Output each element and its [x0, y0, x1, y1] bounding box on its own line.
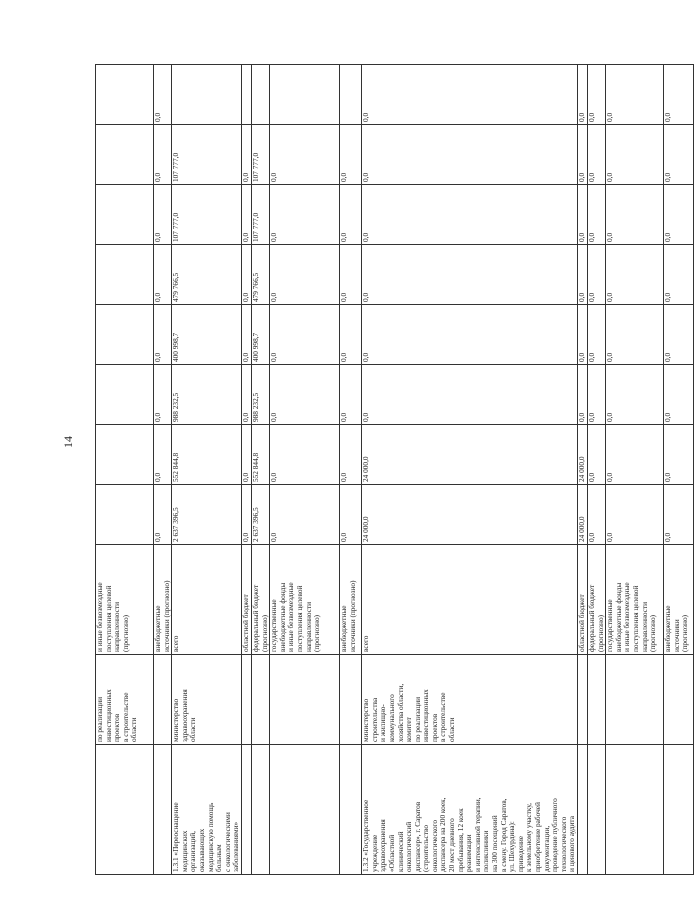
table-row	[241, 65, 251, 875]
amount-cell-text: 0,0	[153, 352, 162, 362]
amount-cell	[606, 485, 664, 545]
amount-cell	[241, 245, 251, 305]
activity-name-cell-text: 1.3.1 «Переоснащение медицинских организаций, оказывающих медицинскую помощь больным с онкологическими заболеваниями»	[171, 802, 241, 872]
amount-cell	[251, 365, 269, 425]
funding-source-cell	[154, 545, 172, 655]
amount-cell-text: 0,0	[576, 412, 586, 422]
table-row	[96, 65, 154, 875]
amount-cell-text: 0,0	[663, 352, 673, 362]
amount-cell	[362, 365, 578, 425]
amount-cell	[172, 485, 242, 545]
amount-cell	[154, 365, 172, 425]
amount-cell-text: 0,0	[605, 232, 615, 242]
amount-cell	[340, 245, 362, 305]
amount-cell	[606, 425, 664, 485]
amount-cell	[172, 125, 242, 185]
amount-cell	[241, 425, 251, 485]
amount-cell	[606, 245, 664, 305]
funding-source-cell	[362, 545, 578, 655]
amount-cell	[664, 245, 694, 305]
amount-cell-text: 0,0	[240, 232, 250, 242]
executor-cell	[606, 655, 664, 745]
executor-cell	[664, 655, 694, 745]
amount-cell-text: 0,0	[605, 292, 615, 302]
amount-cell-text: 0,0	[339, 292, 349, 302]
amount-cell	[340, 305, 362, 365]
amount-cell-text: 0,0	[605, 472, 615, 482]
amount-cell-text: 0,0	[153, 112, 162, 122]
executor-cell	[587, 655, 605, 745]
amount-cell	[172, 65, 242, 125]
amount-cell-text: 0,0	[663, 232, 673, 242]
amount-cell	[587, 485, 605, 545]
amount-cell	[96, 425, 154, 485]
amount-cell-text: 0,0	[576, 172, 586, 182]
amount-cell	[154, 485, 172, 545]
rotated-table-wrapper	[95, 65, 690, 875]
amount-cell-text: 0,0	[586, 352, 596, 362]
amount-cell-text: 0,0	[153, 292, 162, 302]
amount-cell	[251, 305, 269, 365]
executor-cell	[172, 655, 242, 745]
amount-cell	[270, 365, 340, 425]
amount-cell	[587, 125, 605, 185]
activity-name-cell	[241, 745, 251, 875]
amount-cell-text: 24 000,0	[576, 516, 586, 542]
amount-cell	[664, 425, 694, 485]
funding-source-cell-text: внебюджетные источники (прогнозно)	[663, 605, 690, 652]
amount-cell	[241, 365, 251, 425]
amount-cell	[664, 305, 694, 365]
table-row	[251, 65, 269, 875]
amount-cell	[664, 185, 694, 245]
amount-cell	[154, 245, 172, 305]
funding-source-cell	[251, 545, 269, 655]
amount-cell	[664, 485, 694, 545]
executor-cell-text: министерство строительства и жилищно- коммунального хозяйства области, комитет по реализации инвестиционных проектов в строительстве области	[361, 683, 457, 742]
amount-cell	[362, 65, 578, 125]
amount-cell-text: 0,0	[153, 412, 162, 422]
table-body	[96, 65, 694, 875]
amount-cell-text: 552 844,8	[171, 452, 181, 482]
amount-cell	[606, 125, 664, 185]
amount-cell-text: 479 766,5	[250, 272, 260, 302]
activity-name-cell	[587, 745, 605, 875]
funding-source-cell-text: федеральный бюджет (прогнозно)	[250, 584, 269, 652]
table-row	[362, 65, 578, 875]
amount-cell	[251, 245, 269, 305]
funding-source-cell-text: внебюджетные источники (прогнозно)	[153, 580, 171, 652]
amount-cell-text: 0,0	[153, 472, 162, 482]
amount-cell	[270, 65, 340, 125]
amount-cell	[340, 185, 362, 245]
funding-table	[95, 64, 694, 875]
amount-cell	[251, 125, 269, 185]
table-row	[587, 65, 605, 875]
amount-cell	[96, 65, 154, 125]
amount-cell	[154, 425, 172, 485]
amount-cell-text: 0,0	[605, 172, 615, 182]
amount-cell	[241, 125, 251, 185]
amount-cell-text: 0,0	[361, 412, 371, 422]
amount-cell	[251, 425, 269, 485]
amount-cell-text: 0,0	[586, 532, 596, 542]
executor-cell	[340, 655, 362, 745]
amount-cell-text: 0,0	[663, 172, 673, 182]
executor-cell	[241, 655, 251, 745]
amount-cell	[96, 245, 154, 305]
amount-cell	[362, 485, 578, 545]
amount-cell	[606, 65, 664, 125]
funding-source-cell-text: государственные внебюджетные фонды и иные безвозмездные поступления целевой направленности (прогнозно)	[269, 582, 322, 652]
amount-cell	[96, 305, 154, 365]
table-row	[340, 65, 362, 875]
activity-name-cell	[606, 745, 664, 875]
activity-name-cell-text: 1.3.2 «Государственное учреждение здравоохранения «Областной клинический онкологический диспансер», г. Саратов (строительство онкологического диспансера на 200 коек, 20 мест дневного пребывания, 12 коек реанимации и интенсивной терапии, поликлиники на 300 посещений в смену. Город Саратов, ул. Шехурдина): приведение к земельному участку, приобретение рабочей документации, проведение публичного технологического и ценового аудита	[361, 797, 577, 872]
amount-cell-text: 988 232,5	[250, 392, 260, 422]
executor-cell	[251, 655, 269, 745]
amount-cell	[664, 125, 694, 185]
funding-source-cell	[577, 545, 587, 655]
funding-source-cell-text: всего	[361, 635, 371, 652]
amount-cell-text: 2 637 396,5	[250, 507, 260, 542]
amount-cell-text: 400 998,7	[250, 332, 260, 362]
funding-source-cell-text: федеральный бюджет (прогнозно)	[586, 584, 605, 652]
activity-name-cell	[154, 745, 172, 875]
amount-cell	[270, 425, 340, 485]
funding-source-cell-text: областной бюджет	[576, 594, 586, 652]
amount-cell-text: 0,0	[586, 292, 596, 302]
funding-source-cell	[241, 545, 251, 655]
funding-source-cell	[606, 545, 664, 655]
amount-cell-text: 2 637 396,5	[171, 507, 181, 542]
amount-cell	[251, 185, 269, 245]
amount-cell-text: 0,0	[605, 352, 615, 362]
amount-cell	[664, 65, 694, 125]
table-row	[154, 65, 172, 875]
amount-cell	[154, 185, 172, 245]
amount-cell	[270, 245, 340, 305]
activity-name-cell	[664, 745, 694, 875]
funding-source-cell	[587, 545, 605, 655]
amount-cell	[340, 485, 362, 545]
executor-cell	[362, 655, 578, 745]
amount-cell-text: 107 777,0	[250, 152, 260, 182]
amount-cell-text: 0,0	[269, 412, 279, 422]
amount-cell	[241, 485, 251, 545]
amount-cell	[664, 365, 694, 425]
table-row	[664, 65, 694, 875]
amount-cell-text: 988 232,5	[171, 392, 181, 422]
table-row	[577, 65, 587, 875]
amount-cell-text: 0,0	[339, 532, 349, 542]
amount-cell-text: 0,0	[240, 532, 250, 542]
amount-cell-text: 552 844,8	[250, 452, 260, 482]
amount-cell-text: 0,0	[269, 172, 279, 182]
table-row	[270, 65, 340, 875]
amount-cell-text: 107 777,0	[171, 212, 181, 242]
table-row	[172, 65, 242, 875]
amount-cell-text: 0,0	[576, 292, 586, 302]
amount-cell	[251, 485, 269, 545]
amount-cell-text: 0,0	[586, 112, 596, 122]
amount-cell-text: 0,0	[240, 172, 250, 182]
funding-source-cell-text: и иные безвозмездные поступления целевой направленности (прогнозно)	[95, 582, 130, 652]
amount-cell	[577, 365, 587, 425]
amount-cell	[270, 185, 340, 245]
amount-cell	[362, 185, 578, 245]
amount-cell-text: 0,0	[269, 352, 279, 362]
amount-cell-text: 0,0	[663, 292, 673, 302]
amount-cell-text: 0,0	[240, 292, 250, 302]
executor-cell	[96, 655, 154, 745]
activity-name-cell	[270, 745, 340, 875]
amount-cell-text: 0,0	[576, 352, 586, 362]
activity-name-cell	[251, 745, 269, 875]
executor-cell-text: министерство здравоохранения области	[171, 689, 198, 742]
amount-cell	[172, 365, 242, 425]
amount-cell	[172, 245, 242, 305]
amount-cell-text: 0,0	[586, 172, 596, 182]
amount-cell-text: 0,0	[269, 472, 279, 482]
amount-cell-text: 0,0	[605, 112, 615, 122]
amount-cell-text: 0,0	[269, 292, 279, 302]
executor-cell-text: по реализации инвестиционных проектов в строительстве области	[95, 689, 139, 742]
amount-cell	[251, 65, 269, 125]
amount-cell-text: 0,0	[605, 412, 615, 422]
amount-cell	[172, 425, 242, 485]
amount-cell	[606, 365, 664, 425]
amount-cell	[340, 425, 362, 485]
amount-cell	[587, 305, 605, 365]
amount-cell	[340, 365, 362, 425]
funding-source-cell	[340, 545, 362, 655]
amount-cell	[270, 485, 340, 545]
amount-cell	[362, 245, 578, 305]
amount-cell-text: 0,0	[240, 412, 250, 422]
funding-source-cell	[172, 545, 242, 655]
amount-cell-text: 0,0	[605, 532, 615, 542]
amount-cell	[577, 305, 587, 365]
amount-cell	[241, 305, 251, 365]
funding-source-cell-text: государственные внебюджетные фонды и иные безвозмездные поступления целевой направленности (прогнозно)	[605, 582, 658, 652]
amount-cell	[577, 425, 587, 485]
amount-cell	[587, 425, 605, 485]
amount-cell-text: 0,0	[361, 352, 371, 362]
funding-source-cell	[270, 545, 340, 655]
executor-cell	[270, 655, 340, 745]
amount-cell-text: 24 000,0	[361, 516, 371, 542]
amount-cell-text: 0,0	[361, 112, 371, 122]
amount-cell-text: 0,0	[240, 472, 250, 482]
amount-cell	[577, 485, 587, 545]
activity-name-cell	[172, 745, 242, 875]
funding-source-cell	[664, 545, 694, 655]
activity-name-cell	[96, 745, 154, 875]
amount-cell-text: 0,0	[663, 412, 673, 422]
amount-cell-text: 107 777,0	[171, 152, 181, 182]
funding-source-cell-text: областной бюджет	[240, 594, 250, 652]
amount-cell	[577, 65, 587, 125]
amount-cell	[340, 65, 362, 125]
amount-cell-text: 0,0	[586, 232, 596, 242]
amount-cell	[96, 485, 154, 545]
amount-cell	[241, 65, 251, 125]
amount-cell-text: 0,0	[339, 232, 349, 242]
amount-cell	[362, 305, 578, 365]
amount-cell-text: 0,0	[361, 232, 371, 242]
amount-cell	[587, 245, 605, 305]
amount-cell-text: 0,0	[153, 232, 162, 242]
amount-cell-text: 400 998,7	[171, 332, 181, 362]
amount-cell	[241, 185, 251, 245]
amount-cell-text: 0,0	[269, 532, 279, 542]
amount-cell-text: 24 000,0	[361, 456, 371, 482]
amount-cell-text: 0,0	[576, 112, 586, 122]
amount-cell	[270, 305, 340, 365]
table-row	[606, 65, 664, 875]
amount-cell-text: 0,0	[339, 352, 349, 362]
executor-cell	[154, 655, 172, 745]
amount-cell-text: 0,0	[361, 292, 371, 302]
amount-cell-text: 0,0	[269, 232, 279, 242]
amount-cell-text: 0,0	[339, 172, 349, 182]
amount-cell-text: 107 777,0	[250, 212, 260, 242]
amount-cell-text: 0,0	[663, 532, 673, 542]
amount-cell-text: 24 000,0	[576, 456, 586, 482]
amount-cell-text: 0,0	[663, 472, 673, 482]
amount-cell-text: 0,0	[586, 472, 596, 482]
amount-cell	[172, 185, 242, 245]
amount-cell	[154, 125, 172, 185]
amount-cell	[96, 185, 154, 245]
amount-cell-text: 0,0	[153, 172, 162, 182]
activity-name-cell	[340, 745, 362, 875]
amount-cell-text: 0,0	[339, 412, 349, 422]
amount-cell-text: 479 766,5	[171, 272, 181, 302]
amount-cell	[606, 305, 664, 365]
funding-source-cell	[96, 545, 154, 655]
amount-cell	[577, 245, 587, 305]
amount-cell	[587, 365, 605, 425]
amount-cell-text: 0,0	[339, 472, 349, 482]
amount-cell	[577, 125, 587, 185]
amount-cell	[154, 65, 172, 125]
amount-cell	[606, 185, 664, 245]
amount-cell	[577, 185, 587, 245]
amount-cell	[362, 125, 578, 185]
amount-cell	[270, 125, 340, 185]
amount-cell	[340, 125, 362, 185]
executor-cell	[577, 655, 587, 745]
amount-cell-text: 0,0	[663, 112, 673, 122]
funding-source-cell-text: всего	[171, 635, 181, 652]
amount-cell-text: 0,0	[361, 172, 371, 182]
amount-cell-text: 0,0	[153, 532, 162, 542]
amount-cell-text: 0,0	[576, 232, 586, 242]
activity-name-cell	[577, 745, 587, 875]
amount-cell	[587, 65, 605, 125]
amount-cell-text: 0,0	[586, 412, 596, 422]
page-number: 14	[61, 436, 75, 448]
amount-cell	[587, 185, 605, 245]
amount-cell-text: 0,0	[240, 352, 250, 362]
amount-cell	[96, 365, 154, 425]
amount-cell	[154, 305, 172, 365]
funding-source-cell-text: внебюджетные источники (прогнозно)	[339, 580, 357, 652]
amount-cell	[362, 425, 578, 485]
amount-cell	[172, 305, 242, 365]
amount-cell	[96, 125, 154, 185]
activity-name-cell	[362, 745, 578, 875]
